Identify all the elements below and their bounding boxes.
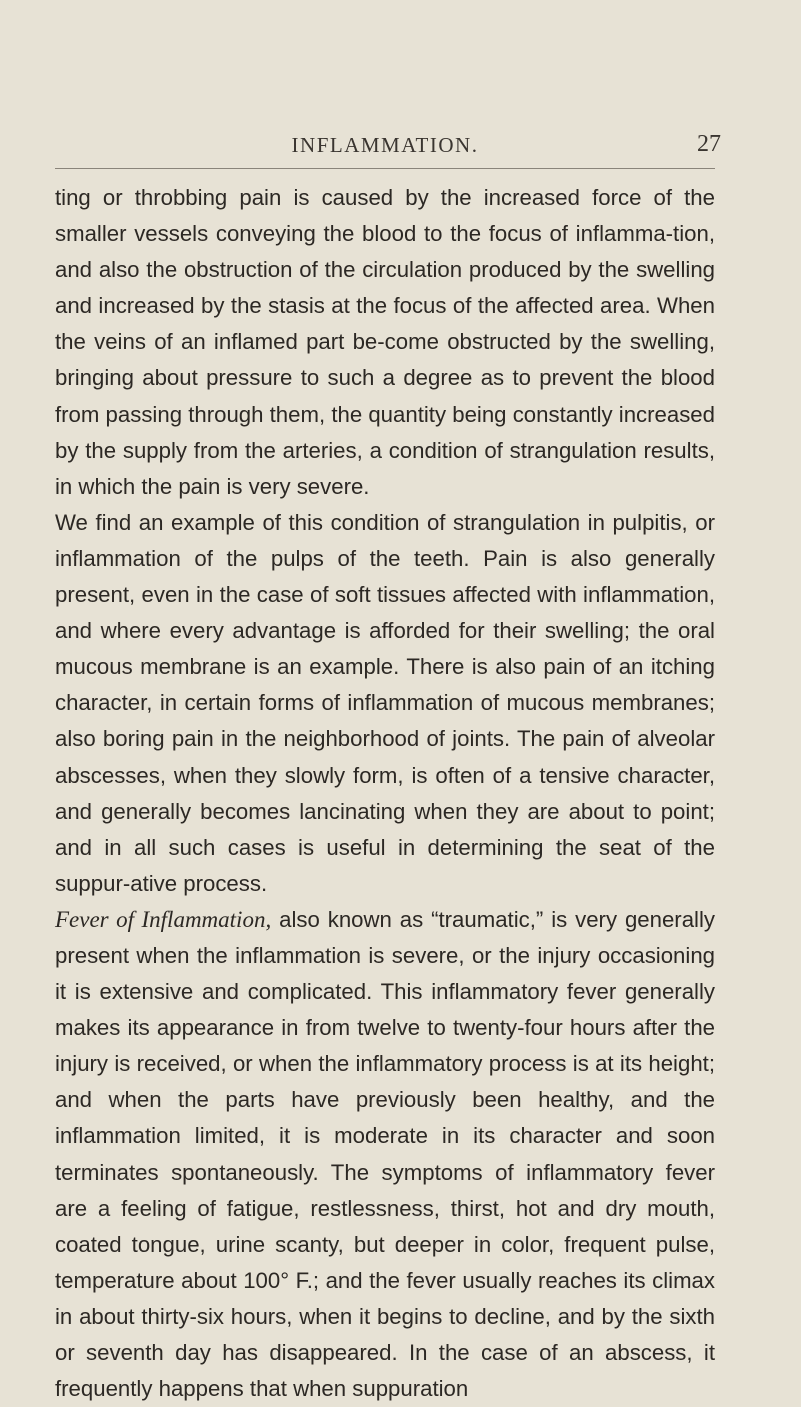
page-number: 27 <box>697 131 721 157</box>
paragraph-text: We find an example of this condition of strangulation in pulpitis, or inflammation of the pulps of the teeth. Pain is also generally present, even in the case of soft tissues affected with inflammation, and where every advantage is afforded for their swelling; the oral mucous membrane is an example. There is also pain of an itching character, in certain forms of inflammation of mucous membranes; also boring pain in the neighborhood of joints. The pain of alveolar abscesses, when they slowly form, is often of a tensive character, and generally becomes lancinating when they are about to point; and in all such cases is useful in determining the seat of the suppur-ative process. <box>55 509 715 896</box>
paragraph-text: ting or throbbing pain is caused by the increased force of the smaller vessels conveying the blood to the focus of inflamma-tion, and also the obstruction of the circulation produced by the swelling and increased by the stasis at the focus of the affected area. When the veins of an inflamed part be-come obstructed by the swelling, bringing about pressure to such a degree as to prevent the blood from passing through them, the quantity being constantly increased by the supply from the arteries, a condition of strangulation results, in which the pain is very severe. <box>55 185 715 499</box>
running-head <box>55 131 721 163</box>
section-lead-italic: Fever of Inflammation, <box>55 906 272 932</box>
header-rule <box>55 168 715 169</box>
paragraph <box>55 902 715 1407</box>
paragraph <box>55 505 715 902</box>
paragraph <box>55 180 715 505</box>
running-head-title: INFLAMMATION. <box>291 133 479 157</box>
paragraph-text: also known as “traumatic,” is very generally present when the inflammation is severe, or the injury occasioning it is extensive and complicated. This inflammatory fever generally makes its appearance in from twelve to twenty-four hours after the injury is received, or when the inflammatory process is at its height; and when the parts have previously been healthy, and the inflammation limited, it is moderate in its character and soon terminates spontaneously. The symptoms of inflammatory fever are a feeling of fatigue, restlessness, thirst, hot and dry mouth, coated tongue, urine scanty, but deeper in color, frequent pulse, temperature about 100° F.; and the fever usually reaches its climax in about thirty-six hours, when it begins to decline, and by the sixth or seventh day has disappeared. In the case of an abscess, it frequently happens that when suppuration <box>55 906 715 1402</box>
body-text <box>55 180 715 1407</box>
